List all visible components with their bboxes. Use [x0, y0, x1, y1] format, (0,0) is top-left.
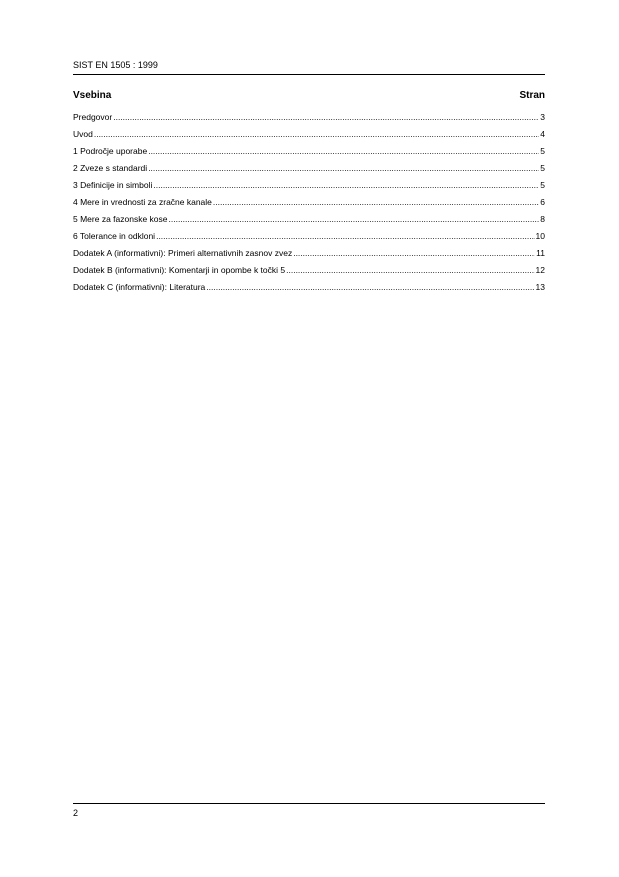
toc-dot-leader: [153, 180, 539, 191]
toc-dot-leader: [94, 129, 539, 140]
toc-entry-title: Predgovor: [73, 112, 113, 122]
page-footer: [73, 803, 545, 818]
toc-dot-leader: [156, 231, 534, 242]
toc-entry-title: Uvod: [73, 129, 93, 139]
toc-entry-page: 11: [536, 248, 545, 258]
toc-dot-leader: [286, 265, 534, 276]
toc-entry-annex-c[interactable]: [73, 282, 545, 299]
toc-entry-title: Dodatek C (informativni): Literatura: [73, 282, 206, 292]
toc-list: [73, 112, 545, 299]
toc-entry-title: 1 Področje uporabe: [73, 146, 148, 156]
toc-entry-title: 3 Definicije in simboli: [73, 180, 153, 190]
toc-entry-page: 13: [535, 282, 545, 292]
toc-entry-section-2[interactable]: [73, 163, 545, 180]
toc-dot-leader: [148, 163, 539, 174]
page-number: 2: [73, 808, 79, 818]
toc-entry-page: 4: [540, 129, 545, 139]
toc-heading: [73, 89, 545, 103]
toc-entry-page: 5: [540, 163, 545, 173]
toc-entry-annex-a[interactable]: [73, 248, 545, 265]
toc-entry-page: 6: [540, 197, 545, 207]
toc-dot-leader: [113, 112, 539, 123]
toc-entry-page: 8: [540, 214, 545, 224]
toc-entry-section-6[interactable]: [73, 231, 545, 248]
toc-entry-title: Dodatek B (informativni): Komentarji in opombe k točki 5: [73, 265, 286, 275]
toc-entry-annex-b[interactable]: [73, 265, 545, 282]
toc-entry-page: 5: [540, 180, 545, 190]
document-code: SIST EN 1505 : 1999: [73, 60, 158, 70]
toc-entry-title: Dodatek A (informativni): Primeri alternativnih zasnov zvez: [73, 248, 293, 258]
toc-entry-page: 5: [540, 146, 545, 156]
toc-page-label: Stran: [519, 90, 545, 101]
toc-entry-page: 3: [540, 112, 545, 122]
toc-entry-section-3[interactable]: [73, 180, 545, 197]
toc-dot-leader: [293, 248, 535, 259]
toc-entry-section-4[interactable]: [73, 197, 545, 214]
toc-entry-title: 2 Zveze s standardi: [73, 163, 148, 173]
toc-entry-uvod[interactable]: [73, 129, 545, 146]
toc-dot-leader: [148, 146, 539, 157]
toc-entry-section-1[interactable]: [73, 146, 545, 163]
toc-entry-title: 5 Mere za fazonske kose: [73, 214, 168, 224]
toc-dot-leader: [213, 197, 539, 208]
toc-entry-title: 6 Tolerance in odkloni: [73, 231, 156, 241]
toc-entry-section-5[interactable]: [73, 214, 545, 231]
toc-entry-page: 10: [535, 231, 545, 241]
toc-dot-leader: [169, 214, 540, 225]
toc-title: Vsebina: [73, 90, 112, 101]
toc-entry-title: 4 Mere in vrednosti za zračne kanale: [73, 197, 212, 207]
toc-entry-page: 12: [535, 265, 545, 275]
toc-entry-predgovor[interactable]: [73, 112, 545, 129]
toc-dot-leader: [206, 282, 534, 293]
page-header: [73, 59, 545, 75]
